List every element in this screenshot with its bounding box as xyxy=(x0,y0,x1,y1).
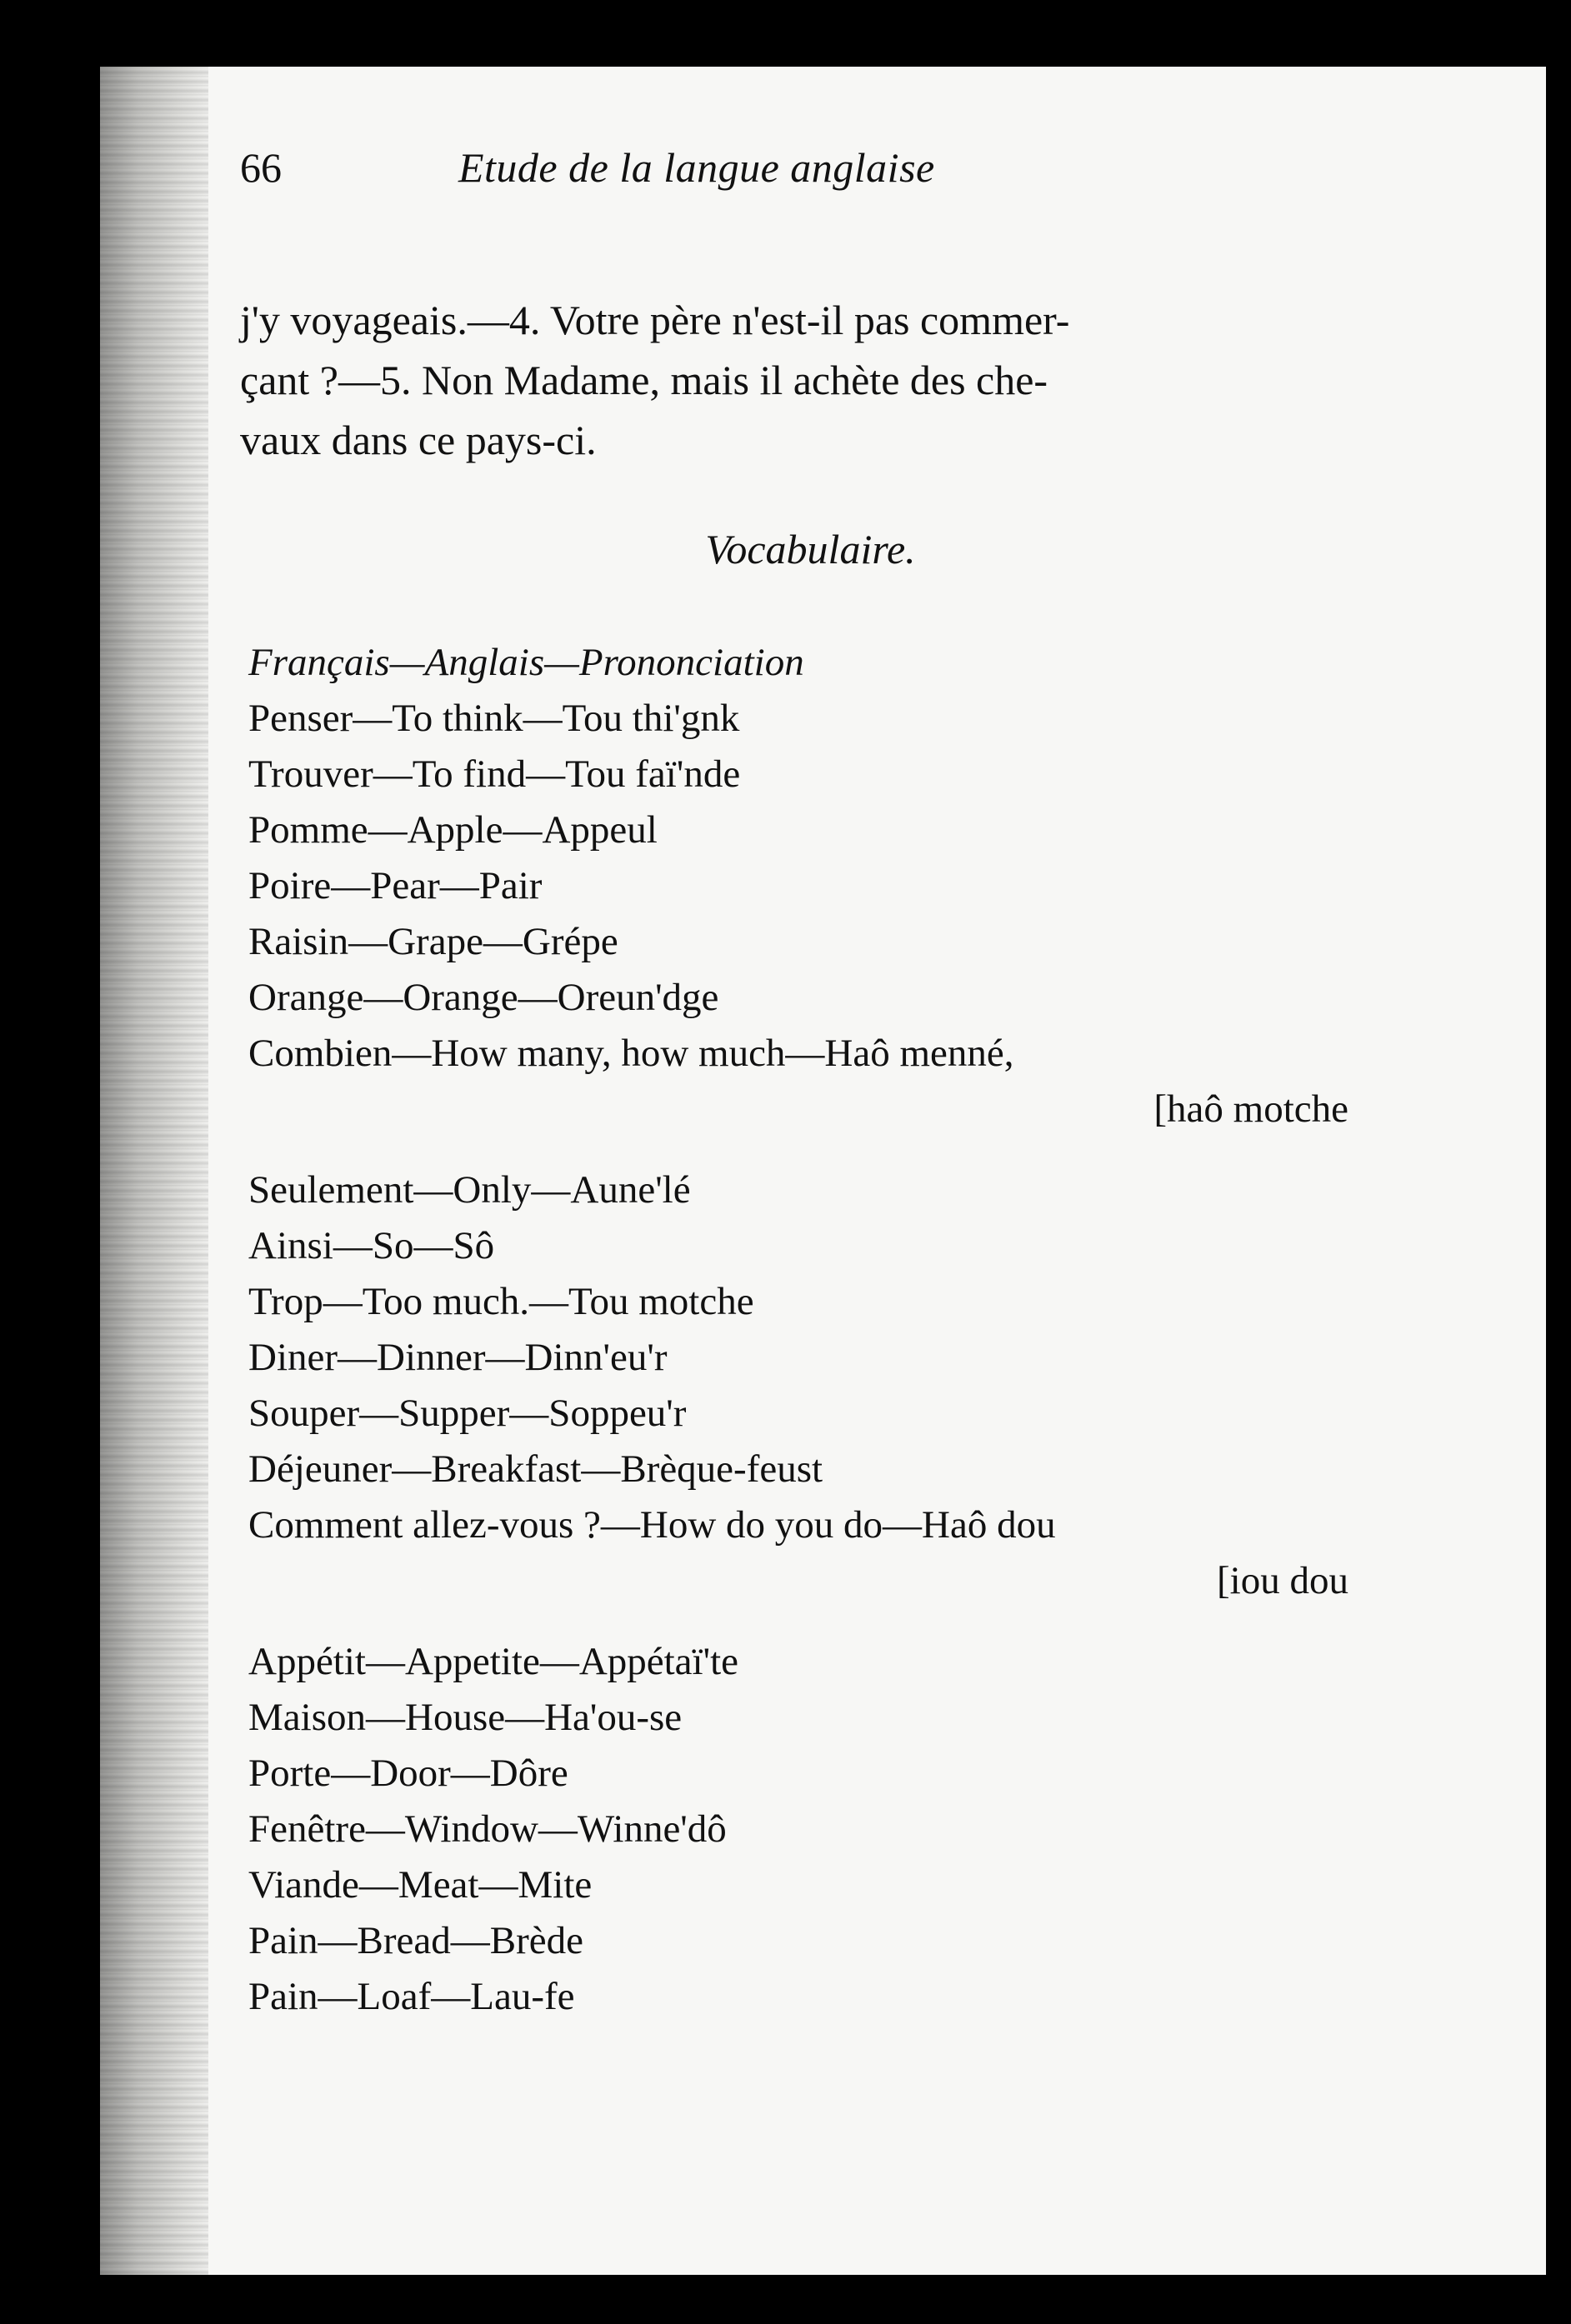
vocabulary-entry-continuation: [haô motche xyxy=(1153,1087,1348,1131)
vocabulary-entry: Viande—Meat—Mite xyxy=(248,1863,593,1907)
running-head xyxy=(240,143,1123,218)
vocabulary-entry: Porte—Door—Dôre xyxy=(248,1752,568,1795)
vocabulary-entry: Trop—Too much.—Tou motche xyxy=(248,1280,754,1323)
vocabulary-entry: Orange—Orange—Oreun'dge xyxy=(248,976,719,1019)
vocabulary-entry-text: Comment allez-vous ?—How do you do—Haô dou xyxy=(248,1503,1056,1547)
paragraph-line: vaux dans ce pays-ci. xyxy=(240,417,597,463)
vocabulary-entry: Souper—Supper—Soppeu'r xyxy=(248,1392,687,1435)
vocabulary-entry: Pomme—Apple—Appeul xyxy=(248,808,658,852)
vocabulary-column-header: Français—Anglais—Prononciation xyxy=(248,641,804,684)
vocabulary-entry: Raisin—Grape—Grépe xyxy=(248,920,618,963)
vocabulary-list xyxy=(248,635,1348,2025)
intro-paragraph xyxy=(240,290,1332,470)
vocabulary-entry: Fenêtre—Window—Winne'dô xyxy=(248,1807,727,1851)
vocabulary-entry: Seulement—Only—Aune'lé xyxy=(248,1168,691,1212)
paragraph-line: çant ?—5. Non Madame, mais il achète des che- xyxy=(240,357,1048,403)
vocabulary-entry: Maison—House—Ha'ou-se xyxy=(248,1696,683,1739)
vocabulary-entry: Ainsi—So—Sô xyxy=(248,1224,495,1267)
vocabulary-entry-continuation: [iou dou xyxy=(1217,1559,1348,1602)
vocabulary-entry: Penser—To think—Tou thi'gnk xyxy=(248,697,740,740)
vocabulary-heading: Vocabulaire. xyxy=(705,526,916,572)
paragraph-line: j'y voyageais.—4. Votre père n'est-il pas commer- xyxy=(240,297,1070,343)
running-title: Etude de la langue anglaise xyxy=(458,144,935,191)
vocabulary-entry: Diner—Dinner—Dinn'eu'r xyxy=(248,1336,668,1379)
vocabulary-entry: Appétit—Appetite—Appétaï'te xyxy=(248,1640,738,1683)
vocabulary-entry xyxy=(248,1497,1348,1609)
vocabulary-entry: Déjeuner—Breakfast—Brèque-feust xyxy=(248,1447,823,1491)
vocabulary-entry: Pain—Bread—Brède xyxy=(248,1919,584,1962)
page-gutter-shadow xyxy=(100,67,208,2275)
vocabulary-entry: Poire—Pear—Pair xyxy=(248,864,543,907)
vocabulary-entry-text: Combien—How many, how much—Haô menné, xyxy=(248,1032,1014,1075)
page-number: 66 xyxy=(240,144,282,191)
vocabulary-entry xyxy=(248,1026,1348,1137)
vocabulary-entry: Pain—Loaf—Lau-fe xyxy=(248,1975,575,2018)
vocabulary-entry: Trouver—To find—Tou faï'nde xyxy=(248,752,741,796)
